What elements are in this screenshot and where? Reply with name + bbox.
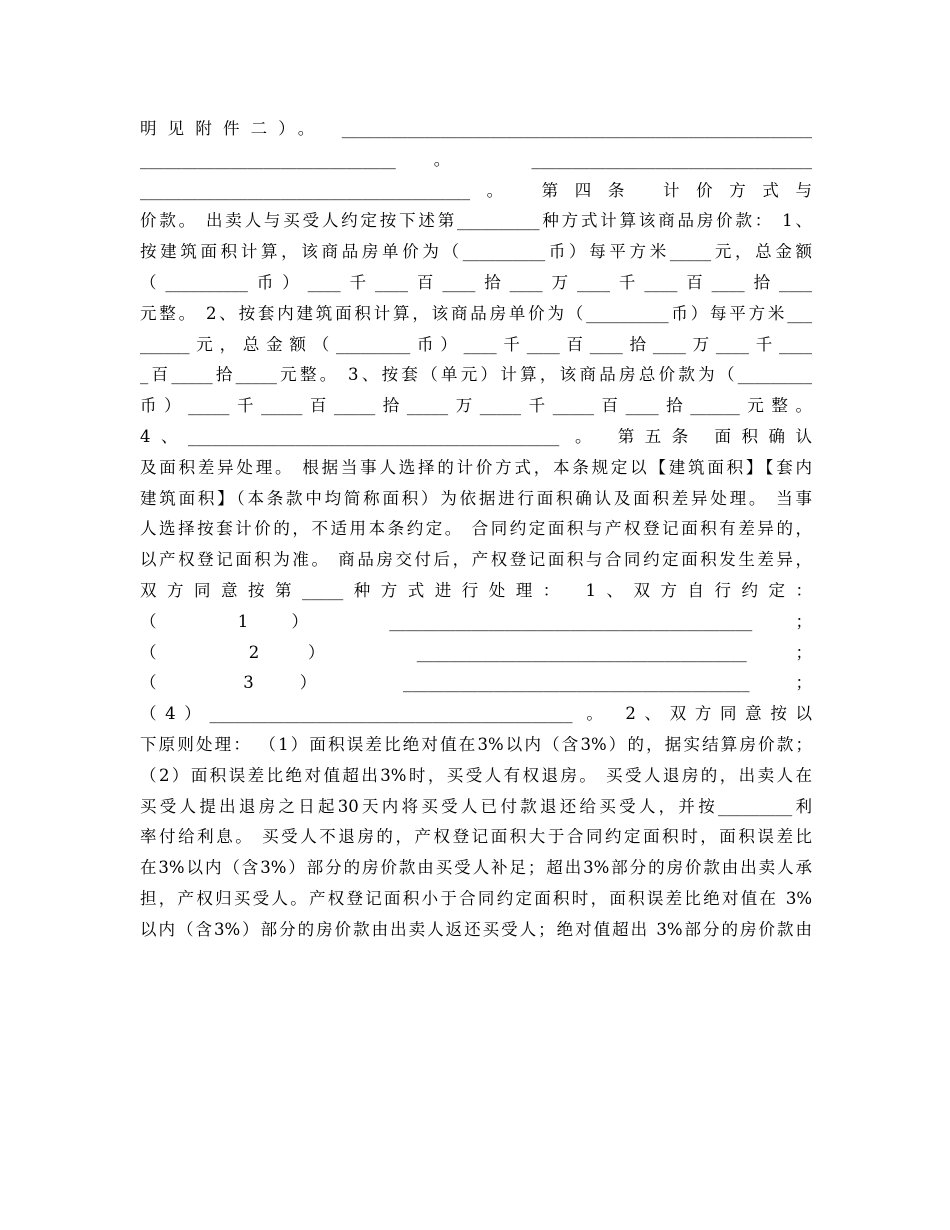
- text-line: ________________________________________。 第四条 计价方式与: [140, 180, 812, 200]
- text-line: 明见附件二）。 _________________________________________________________: [140, 119, 812, 138]
- text-line: 及面积差异处理。 根据当事人选择的计价方式，本条规定以【建筑面积】【套内: [140, 457, 812, 477]
- text-line: 下原则处理： （1）面积误差比绝对值在3%以内（含3%）的，据实结算房价款；: [140, 734, 812, 754]
- text-line: 元整。 2、按套内建筑面积计算，该商品房单价为（__________币）每平方米___: [140, 303, 812, 323]
- text-line: 以产权登记面积为准。 商品房交付后，产权登记面积与合同约定面积发生差异，: [140, 550, 812, 570]
- text-line: 率付给利息。 买受人不退房的，产权登记面积大于合同约定面积时，面积误差比: [140, 827, 812, 847]
- text-line: （__________币）____千____百____拾____万____千____百____拾____: [140, 272, 812, 292]
- text-line: 人选择按套计价的，不适用本条约定。 合同约定面积与产权登记面积有差异的，: [140, 519, 812, 539]
- text-line: 担，产权归买受人。产权登记面积小于合同约定面积时，面积误差比绝对值在 3%: [140, 888, 812, 908]
- text-line: 4、_____________________________________________ 。 第五条 面积确认: [140, 426, 812, 446]
- text-line: ______元，总金额（_________币）____千____百____拾____万____千____: [140, 334, 812, 354]
- text-line: 币）_____千_____百_____拾_____万_____千_____百____拾______元整。: [140, 396, 812, 416]
- text-line: 以内（含3%）部分的房价款由出卖人返还买受人；绝对值超出 3%部分的房价款由: [140, 919, 812, 939]
- text-line: 建筑面积】（本条款中均简称面积）为依据进行面积确认及面积差异处理。 当事: [140, 488, 812, 508]
- document-body: [140, 114, 812, 946]
- text-line: 价款。 出卖人与买受人约定按下述第__________种方式计算该商品房价款： 1、: [140, 211, 812, 231]
- text-line: （2）面积误差比绝对值超出3%时，买受人有权退房。 买受人退房的，出卖人在: [140, 765, 812, 785]
- text-line: 买受人提出退房之日起30天内将买受人已付款退还给买受人，并按_________利: [140, 796, 812, 816]
- text-line: _______________________________。 __________________________________: [140, 149, 812, 169]
- text-line: （ 2 ） ________________________________________ ；: [140, 642, 812, 662]
- text-line: 按建筑面积计算，该商品房单价为（__________币）每平方米_____元，总金额: [140, 242, 812, 262]
- text-line: （4）____________________________________________ 。 2、双方同意按以: [140, 704, 812, 724]
- text-line: 双方同意按第_____种方式进行处理： 1、双方自行约定：: [140, 580, 812, 600]
- text-line: （ 1 ） ____________________________________________ ；: [140, 611, 812, 631]
- text-line: _百_____拾_____元整。 3、按套（单元）计算，该商品房总价款为（_________: [140, 365, 812, 385]
- text-line: 在3%以内（含3%）部分的房价款由买受人补足；超出3%部分的房价款由出卖人承: [140, 858, 812, 878]
- text-line: （ 3 ） __________________________________________ ；: [140, 673, 812, 693]
